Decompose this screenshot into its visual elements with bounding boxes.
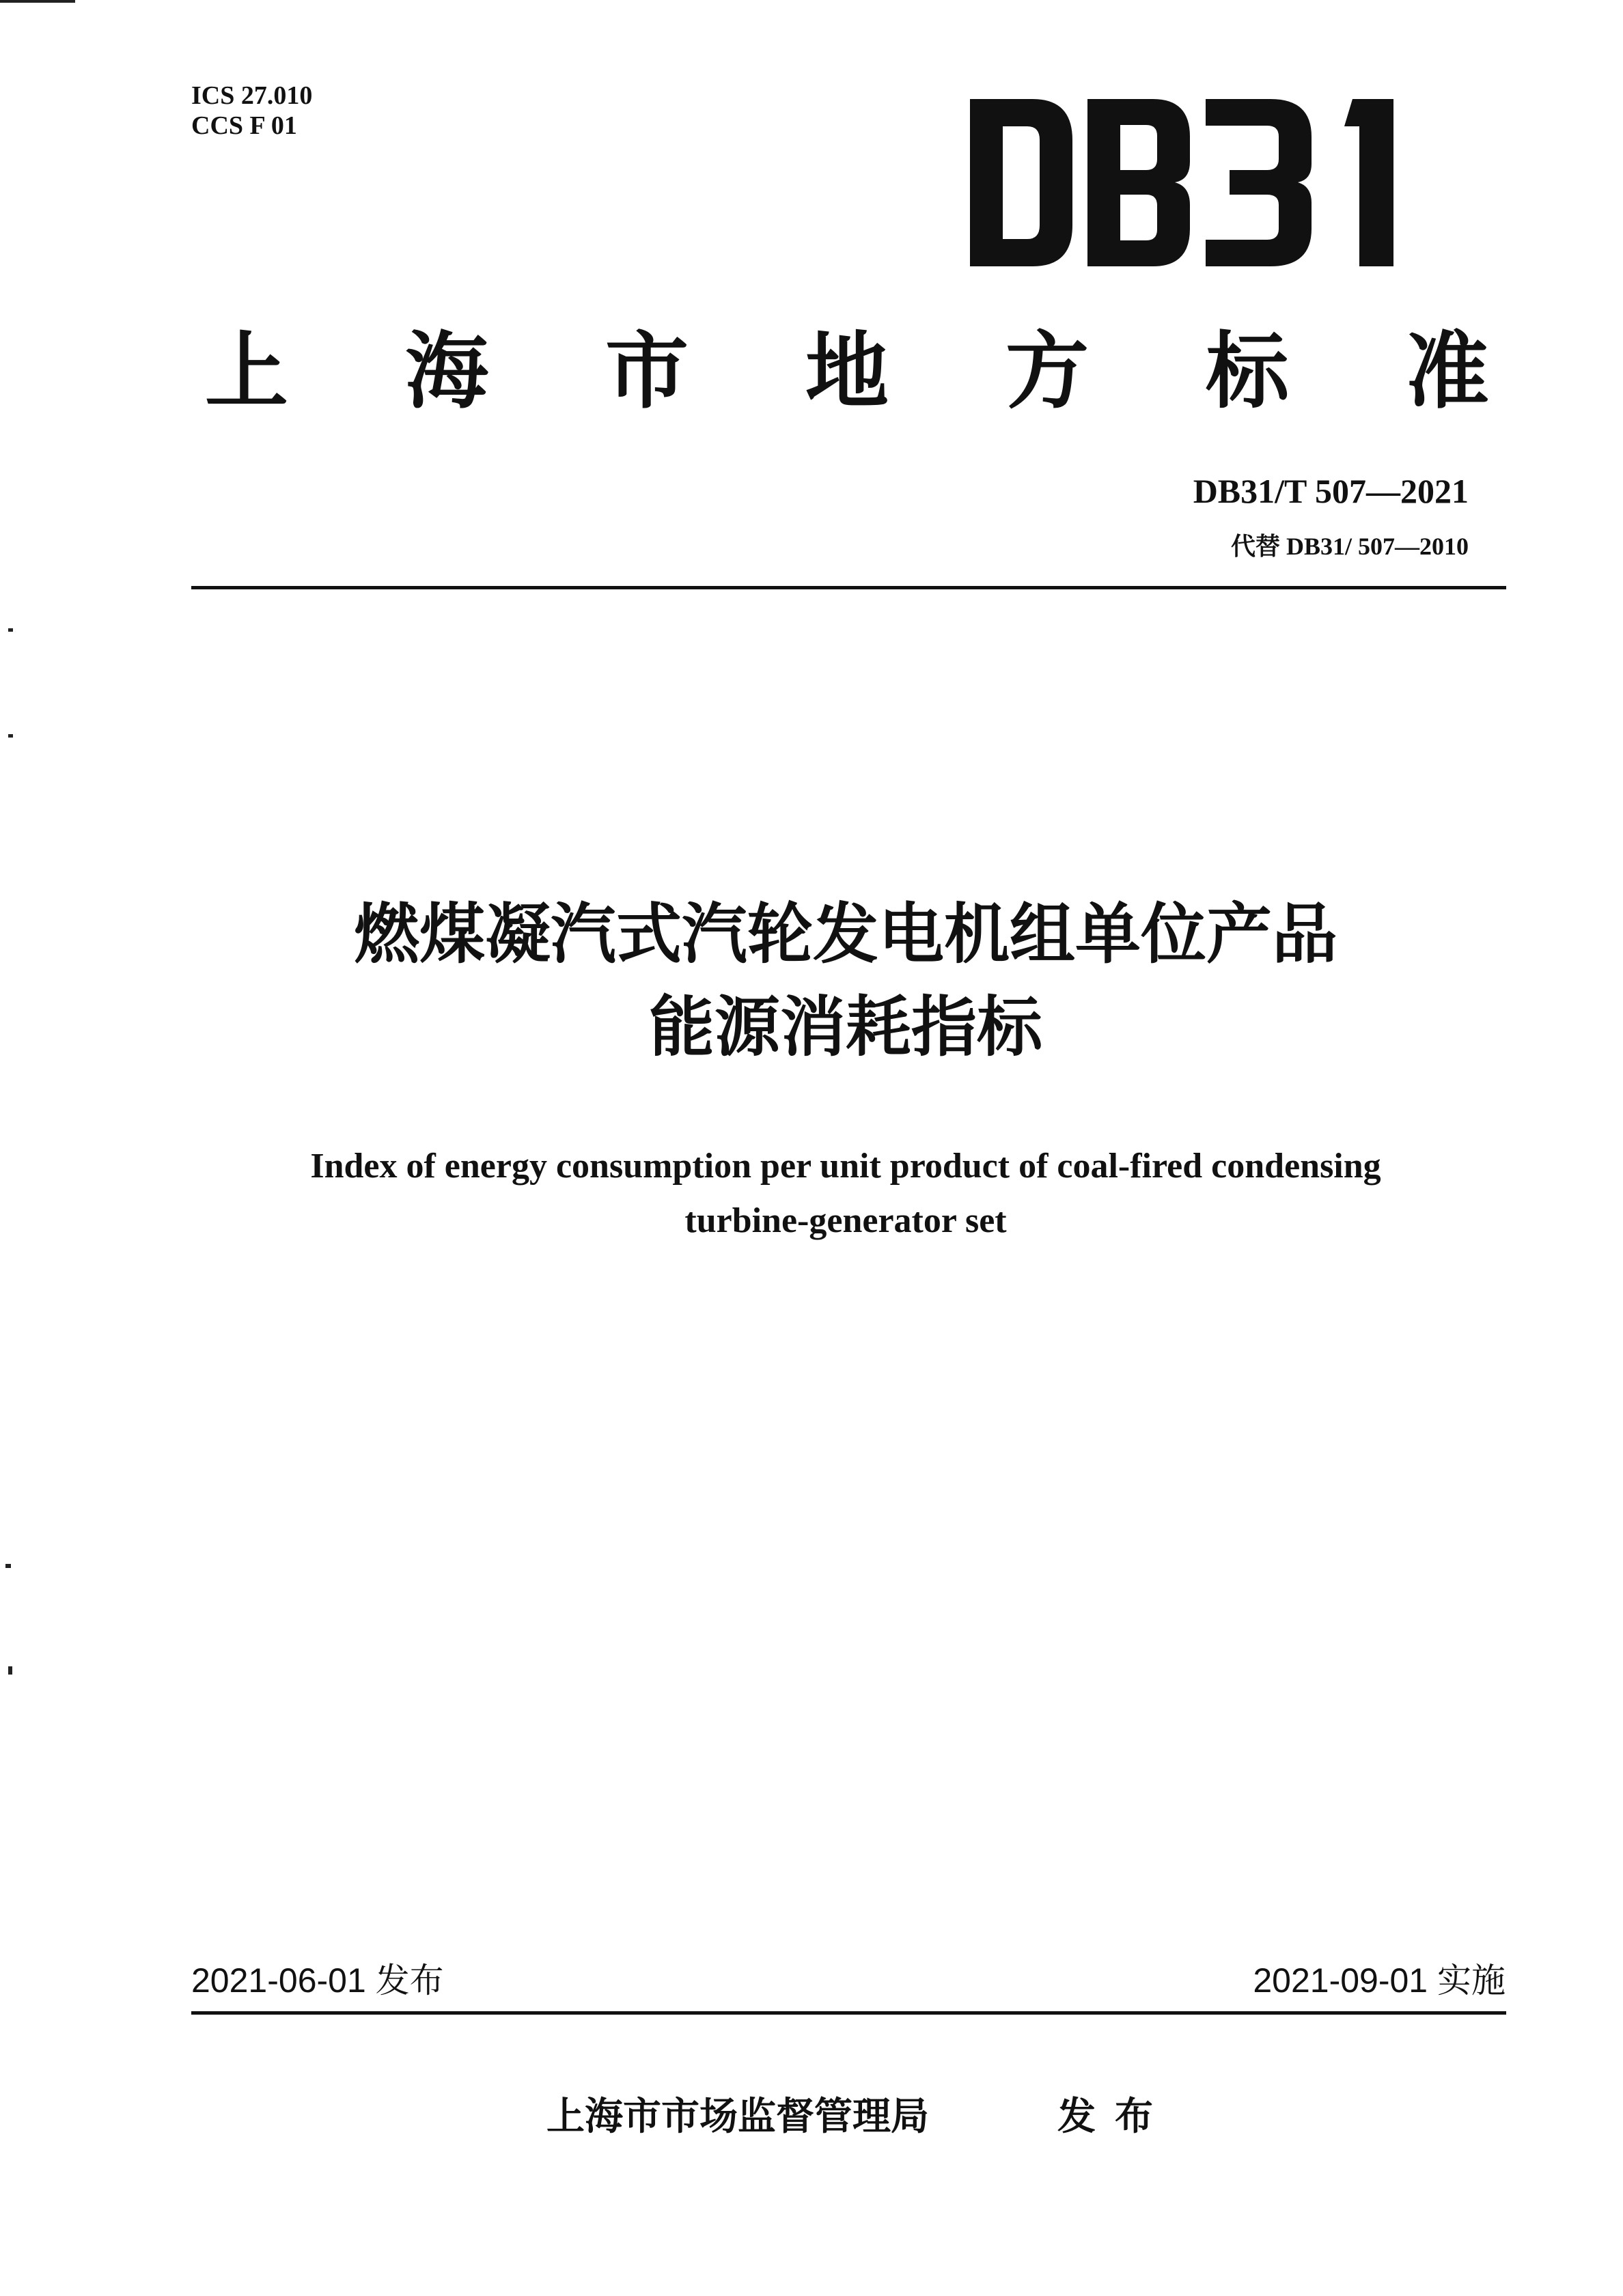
category-char: 市 (605, 322, 689, 420)
category-char: 海 (405, 322, 488, 420)
category-char: 地 (805, 322, 889, 420)
ics-code: ICS 27.010 (191, 81, 313, 110)
publisher-action: 发布 (1057, 2095, 1172, 2139)
publish-date: 2021-06-01 发布 (191, 1961, 444, 2000)
standard-category-title (205, 313, 1489, 420)
chinese-title (197, 888, 1495, 1074)
logo-digit-3 (1206, 99, 1312, 266)
scan-artifact-dot (8, 628, 13, 632)
bottom-divider (191, 2011, 1506, 2015)
category-char: 标 (1206, 322, 1289, 420)
db31-logo (970, 99, 1428, 266)
english-title (197, 1139, 1495, 1248)
scan-artifact-dot (5, 1564, 11, 1568)
logo-letter-d (970, 99, 1072, 266)
replaced-standard: 代替 DB31/ 507—2010 (1230, 533, 1469, 560)
publisher-name: 上海市市场监督管理局 (546, 2095, 929, 2139)
standard-number: DB31/T 507—2021 (1193, 472, 1469, 510)
top-divider (191, 586, 1506, 589)
category-char: 准 (1406, 322, 1489, 420)
scan-artifact-top (0, 0, 75, 3)
chinese-title-line: 能源消耗指标 (649, 989, 1042, 1065)
logo-digit-1 (1344, 99, 1393, 266)
category-char: 方 (1005, 322, 1089, 420)
english-title-line: Index of energy consumption per unit product of coal-fired condensing (310, 1147, 1381, 1186)
classification-codes (191, 81, 312, 141)
english-title-line: turbine-generator set (684, 1201, 1007, 1240)
scan-artifact-dot (8, 734, 13, 738)
category-char: 上 (205, 322, 288, 420)
scan-artifact-dot (8, 1666, 12, 1675)
chinese-title-line: 燃煤凝汽式汽轮发电机组单位产品 (354, 896, 1337, 972)
ccs-code: CCS F 01 (191, 111, 297, 140)
logo-letter-b (1087, 99, 1190, 266)
implement-date: 2021-09-01 实施 (1253, 1961, 1506, 2000)
